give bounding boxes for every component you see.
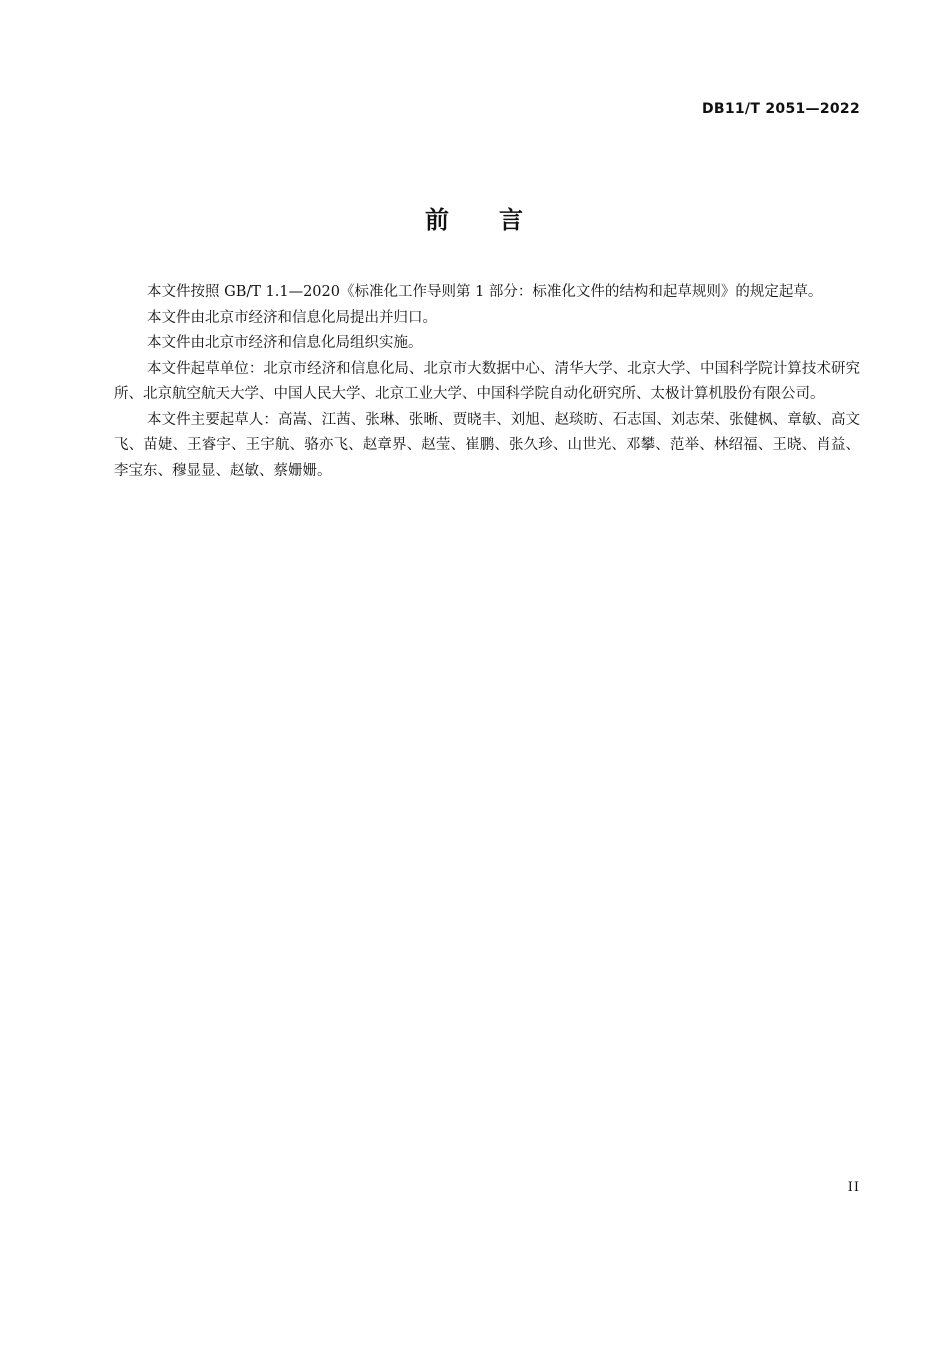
title-char-1: 前: [425, 206, 451, 234]
page-number: II: [847, 1180, 860, 1195]
preface-title: [0, 200, 950, 235]
document-code: DB11/T 2051—2022: [701, 101, 860, 117]
paragraph-implementer: 本文件由北京市经济和信息化局组织实施。: [147, 335, 423, 351]
paragraph-drafters: 本文件主要起草人：高嵩、江茜、张琳、张晰、贾晓丰、刘旭、赵琰昉、石志国、刘志荣、张健枫、章敏、高文飞、苗婕、王睿宇、王宇航、骆亦飞、赵章界、赵莹、崔鹏、张久珍、山世光、邓攀、范举、林绍福、王晓、肖益、李宝东、穆显显、赵敏、蔡姗姗。: [114, 411, 860, 479]
paragraph-drafting-rules: 本文件按照 GB/T 1.1—2020《标准化工作导则第 1 部分：标准化文件的结构和起草规则》的规定起草。: [147, 284, 823, 300]
paragraph-proposer: 本文件由北京市经济和信息化局提出并归口。: [147, 309, 437, 326]
paragraph-drafting-units: 本文件起草单位：北京市经济和信息化局、北京市大数据中心、清华大学、北京大学、中国科学院计算技术研究所、北京航空航天大学、中国人民大学、北京工业大学、中国科学院自动化研究所、太极计算机股份有限公司。: [114, 360, 860, 402]
title-char-2: 言: [499, 206, 525, 234]
preface-body: [114, 280, 860, 484]
